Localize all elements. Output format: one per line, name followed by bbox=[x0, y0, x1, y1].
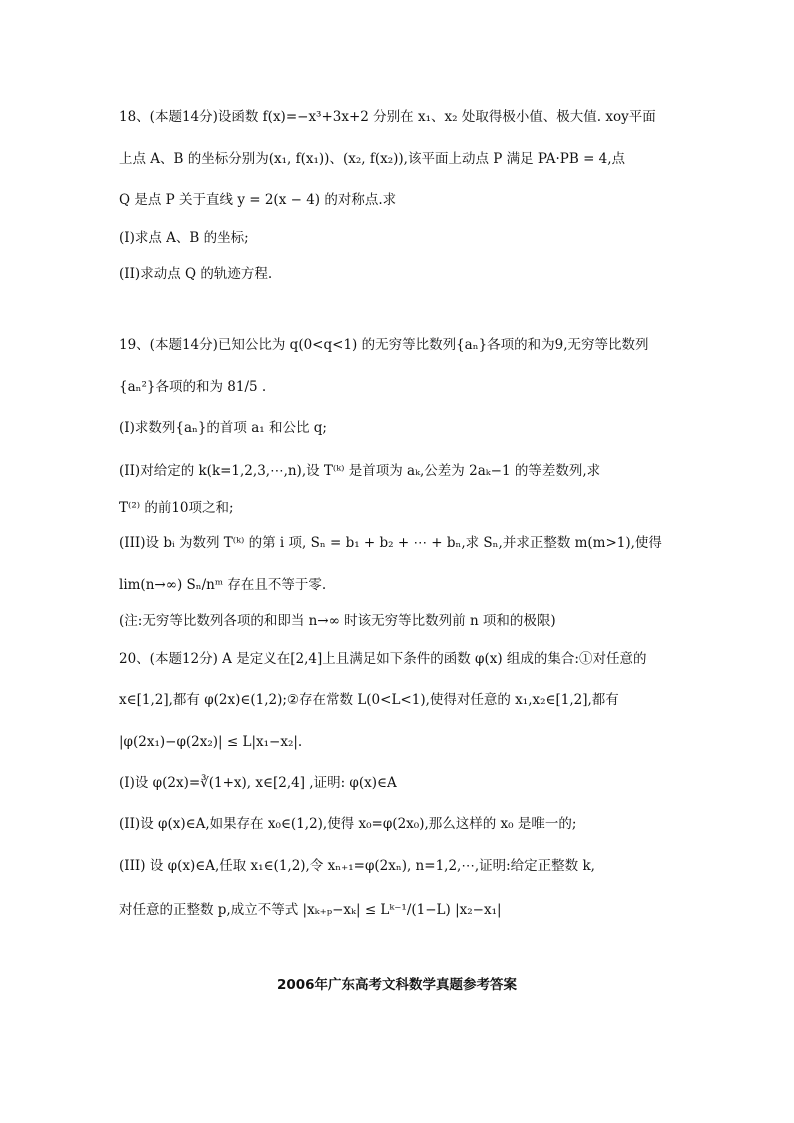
p18-part-2: (II)求动点 Q 的轨迹方程. bbox=[119, 266, 273, 282]
p20-part-2: (II)设 φ(x)∈A,如果存在 x₀∈(1,2),使得 x₀=φ(2x₀),那么这样的 x₀ 是唯一的; bbox=[119, 816, 577, 832]
p20-line-2: x∈[1,2],都有 φ(2x)∈(1,2);②存在常数 L(0<L<1),使得对任意的 x₁,x₂∈[1,2],都有 bbox=[119, 692, 619, 708]
p18-line-1: 18、(本题14分)设函数 f(x)=−x³+3x+2 分别在 x₁、x₂ 处取得极小值、极大值. xoy平面 bbox=[119, 109, 656, 125]
p18-line-3: Q 是点 P 关于直线 y = 2(x − 4) 的对称点.求 bbox=[119, 192, 397, 208]
p19-note: (注:无穷等比数列各项的和即当 n→∞ 时该无穷等比数列前 n 项和的极限) bbox=[119, 613, 556, 629]
p18-line-2: 上点 A、B 的坐标分别为(x₁, f(x₁))、(x₂, f(x₂)),该平面上动点 P 满足 PA·PB = 4,点 bbox=[119, 151, 626, 167]
p19-part-3-cont: lim(n→∞) Sₙ/nᵐ 存在且不等于零. bbox=[119, 577, 327, 593]
p19-part-2-cont: T⁽²⁾ 的前10项之和; bbox=[119, 500, 234, 516]
p20-part-3: (III) 设 φ(x)∈A,任取 x₁∈(1,2),令 xₙ₊₁=φ(2xₙ), n=1,2,⋯,证明:给定正整数 k, bbox=[119, 858, 595, 874]
p20-part-1: (I)设 φ(2x)=∛(1+x), x∈[2,4] ,证明: φ(x)∈A bbox=[119, 775, 397, 791]
p19-part-2: (II)对给定的 k(k=1,2,3,⋯,n),设 T⁽ᵏ⁾ 是首项为 aₖ,公差为 2aₖ−1 的等差数列,求 bbox=[119, 463, 601, 479]
p19-part-3: (III)设 bᵢ 为数列 T⁽ᵏ⁾ 的第 i 项, Sₙ = b₁ + b₂ + ⋯ + bₙ,求 Sₙ,并求正整数 m(m>1),使得 bbox=[119, 535, 662, 551]
p20-line-3: |φ(2x₁)−φ(2x₂)| ≤ L|x₁−x₂|. bbox=[119, 734, 303, 750]
p18-part-1: (I)求点 A、B 的坐标; bbox=[119, 230, 249, 246]
p20-part-3-cont: 对任意的正整数 p,成立不等式 |xₖ₊ₚ−xₖ| ≤ Lᵏ⁻¹/(1−L) |x₂−x₁| bbox=[119, 902, 502, 918]
p19-part-1: (I)求数列{aₙ}的首项 a₁ 和公比 q; bbox=[119, 420, 327, 436]
answer-heading: 2006年广东高考文科数学真题参考答案 bbox=[276, 977, 518, 993]
p20-line-1: 20、(本题12分) A 是定义在[2,4]上且满足如下条件的函数 φ(x) 组成的集合:①对任意的 bbox=[119, 651, 647, 667]
p19-line-1: 19、(本题14分)已知公比为 q(0<q<1) 的无穷等比数列{aₙ}各项的和为9,无穷等比数列 bbox=[119, 337, 649, 353]
p19-line-2: {aₙ²}各项的和为 81/5 . bbox=[119, 379, 267, 395]
